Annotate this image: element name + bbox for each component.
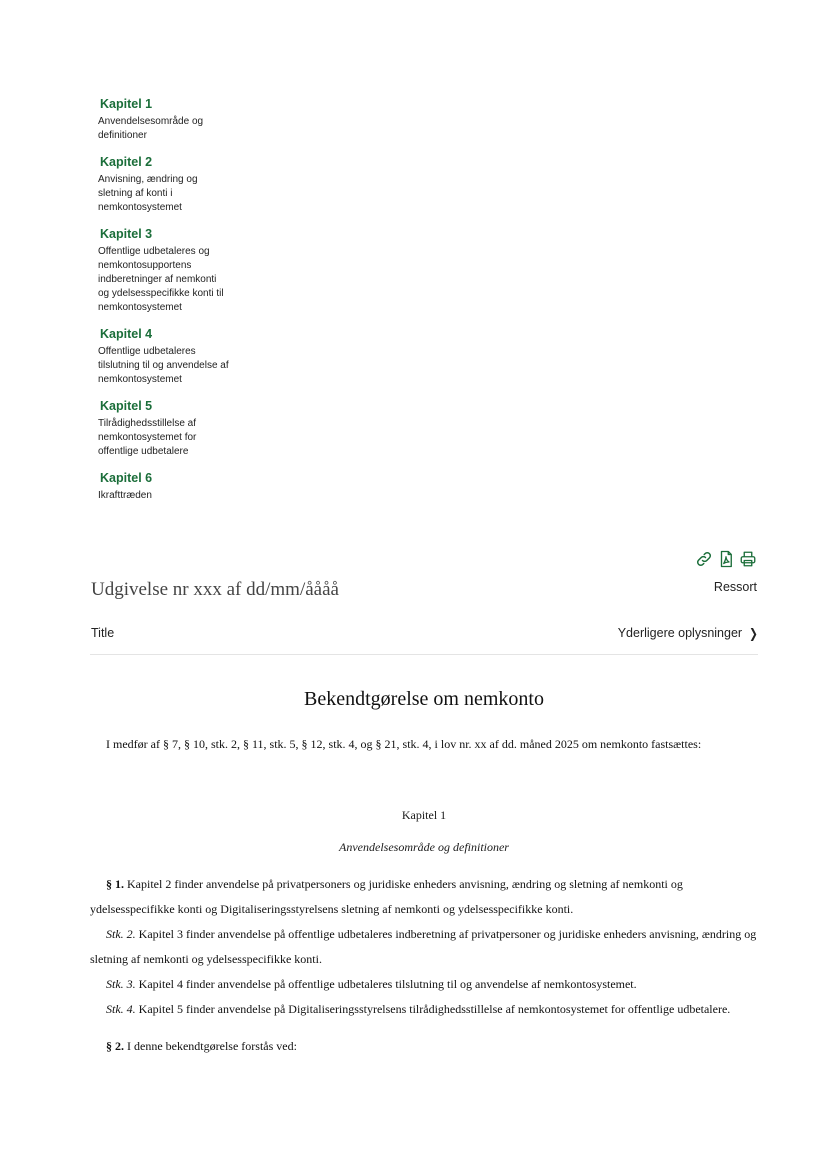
toc-link-kapitel-5[interactable]: Kapitel 5 <box>100 399 153 413</box>
stk-mark: Stk. 3. <box>106 977 136 991</box>
print-icon[interactable] <box>739 550 757 568</box>
toc-description <box>98 173 268 215</box>
paragraph-text: Kapitel 3 finder anvendelse på offentlige udbetaleres indberetning af privatpersoner og juridiske enheders anvisning, ændring og sletning af nemkonti og ydelsesspecifikke konti. <box>90 927 757 966</box>
stk-mark: Stk. 2. <box>106 927 136 941</box>
toc-item <box>98 469 268 503</box>
toc-desc-line: indberetninger af nemkonti <box>98 274 217 285</box>
document-title: Bekendtgørelse om nemkonto <box>304 688 544 710</box>
intro-paragraph: I medfør af § 7, § 10, stk. 2, § 11, stk. 5, § 12, stk. 4, og § 21, stk. 4, i lov nr. xx af dd. måned 2025 om nemkonto fastsættes: <box>106 737 702 751</box>
paragraph-text: Kapitel 5 finder anvendelse på Digitaliseringsstyrelsens tilrådighedsstillelse af nemkontosystemet for offentlige udbetalere. <box>135 1002 731 1016</box>
toc-desc-line: Tilrådighedsstillelse af <box>98 418 197 429</box>
toc-description <box>98 489 268 503</box>
toc-desc-line: Offentlige udbetaleres <box>98 346 196 357</box>
toc-desc-line: og ydelsesspecifikke konti til <box>98 288 224 299</box>
toc-item <box>98 325 268 387</box>
toc-item <box>98 397 268 459</box>
toc-desc-line: tilslutning til og anvendelse af <box>98 360 229 371</box>
section-mark: § 2. <box>106 1039 124 1053</box>
toc-link-kapitel-3[interactable]: Kapitel 3 <box>100 227 153 241</box>
toc-item <box>98 153 268 215</box>
paragraph-1-stk-3 <box>90 972 758 997</box>
toc-link-kapitel-4[interactable]: Kapitel 4 <box>100 327 153 341</box>
spacer <box>90 1022 758 1034</box>
more-info-link[interactable] <box>618 626 759 640</box>
paragraph-text: Kapitel 4 finder anvendelse på offentlige udbetaleres tilslutning til og anvendelse af nemkontosystemet. <box>135 977 637 991</box>
toc-item <box>98 95 268 143</box>
toc-desc-line: nemkontosystemet <box>98 302 182 313</box>
toc-desc-line: offentlige udbetalere <box>98 446 189 457</box>
toc-desc-line: Anvendelsesområde og <box>98 116 204 127</box>
paragraph-1 <box>90 872 758 922</box>
toc-desc-line: Anvisning, ændring og <box>98 174 198 185</box>
toc-link-kapitel-6[interactable]: Kapitel 6 <box>100 471 153 485</box>
stk-mark: Stk. 4. <box>106 1002 136 1016</box>
toc-description <box>98 115 268 143</box>
document-sections <box>90 872 758 1059</box>
toc-link-kapitel-1[interactable]: Kapitel 1 <box>100 97 153 111</box>
action-icons <box>695 550 757 568</box>
chevron-right-icon: ❯ <box>749 625 758 641</box>
ressort-label: Ressort <box>713 580 757 594</box>
link-icon[interactable] <box>695 550 713 568</box>
pdf-icon[interactable] <box>717 550 735 568</box>
toc-desc-line: Offentlige udbetaleres og <box>98 246 210 257</box>
toc-description <box>98 417 268 459</box>
toc-link-kapitel-2[interactable]: Kapitel 2 <box>100 155 153 169</box>
paragraph-1-stk-2 <box>90 922 758 972</box>
paragraph-text: Kapitel 2 finder anvendelse på privatpersoners og juridiske enheders anvisning, ændring og sletning af nemkonti og ydelsesspecifikke konti og Digitaliseringsstyrelsens sletning af nemkonti og ydelsesspecifikke konti. <box>90 877 683 916</box>
toc-description <box>98 345 268 387</box>
toc-item <box>98 225 268 315</box>
section-mark: § 1. <box>106 877 124 891</box>
paragraph-2 <box>90 1034 758 1059</box>
toc-desc-line: Ikrafttræden <box>98 490 152 501</box>
document-intro <box>90 732 758 757</box>
paragraph-1-stk-4 <box>90 997 758 1022</box>
toc-description <box>98 245 268 315</box>
toc-desc-line: nemkontosystemet for <box>98 432 197 443</box>
title-label: Title <box>91 626 115 640</box>
publication-title: Udgivelse nr xxx af dd/mm/åååå <box>91 579 339 600</box>
chapter-name: Anvendelsesområde og definitioner <box>339 840 509 854</box>
toc-desc-line: definitioner <box>98 130 147 141</box>
table-of-contents <box>98 95 268 513</box>
more-info-label: Yderligere oplysninger <box>617 626 743 640</box>
toc-desc-line: nemkontosystemet <box>98 202 182 213</box>
divider <box>90 654 758 655</box>
toc-desc-line: sletning af konti i <box>98 188 173 199</box>
toc-desc-line: nemkontosupportens <box>98 260 192 271</box>
paragraph-text: I denne bekendtgørelse forstås ved: <box>124 1039 297 1053</box>
toc-desc-line: nemkontosystemet <box>98 374 182 385</box>
chapter-number: Kapitel 1 <box>401 808 447 822</box>
